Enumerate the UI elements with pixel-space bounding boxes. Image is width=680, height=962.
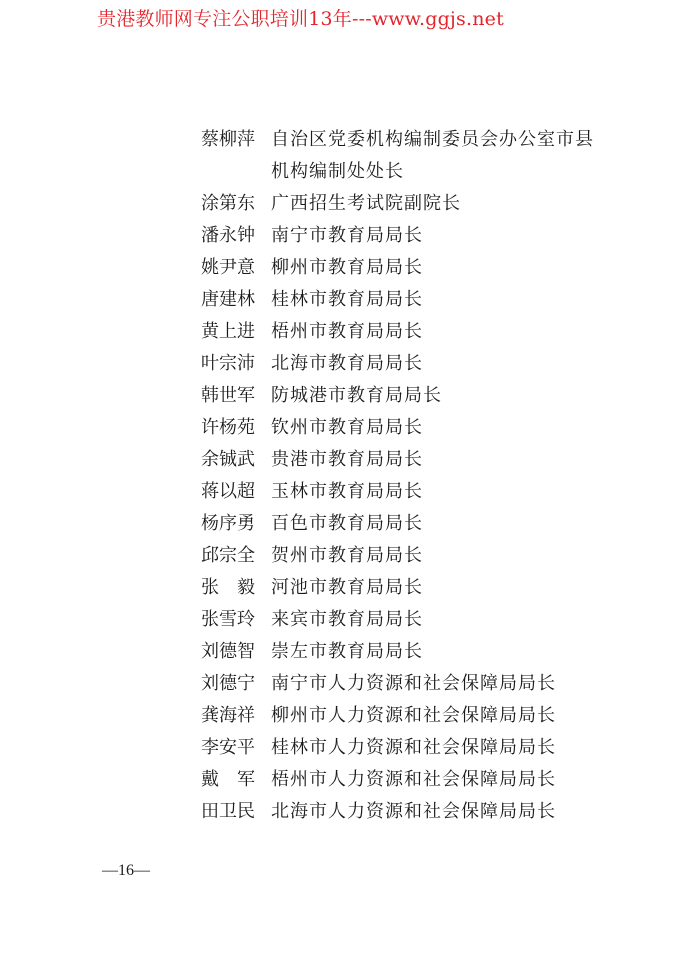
person-title: 钦州市教育局局长 [271, 417, 423, 438]
person-title: 贺州市教育局局长 [271, 545, 423, 566]
list-item [201, 444, 621, 476]
list-item [201, 476, 621, 508]
list-item [201, 188, 621, 220]
person-title: 崇左市教育局局长 [271, 641, 423, 662]
person-title: 玉林市教育局局长 [271, 481, 423, 502]
person-title-line-2: 机构编制处处长 [271, 161, 404, 182]
person-title: 防城港市教育局局长 [271, 385, 442, 406]
list-item [201, 540, 621, 572]
person-name: 韩世军 [201, 385, 255, 406]
list-item [201, 732, 621, 764]
person-title: 百色市教育局局长 [271, 513, 423, 534]
person-title: 南宁市教育局局长 [271, 225, 423, 246]
list-item [201, 380, 621, 412]
person-name: 张毅 [201, 577, 273, 598]
person-name: 戴军 [201, 769, 273, 790]
page-number: —16— [102, 862, 150, 879]
person-title-line-1: 自治区党委机构编制委员会办公室市县 [271, 129, 594, 150]
list-item [201, 508, 621, 540]
person-name: 涂第东 [201, 193, 255, 214]
list-item [201, 668, 621, 700]
person-name: 李安平 [201, 737, 255, 758]
list-item [201, 284, 621, 316]
personnel-list [201, 124, 621, 828]
person-title [271, 124, 621, 188]
person-title: 河池市教育局局长 [271, 577, 423, 598]
person-name: 黄上进 [201, 321, 255, 342]
person-title: 梧州市人力资源和社会保障局局长 [271, 769, 556, 790]
person-title: 桂林市教育局局长 [271, 289, 423, 310]
person-title: 梧州市教育局局长 [271, 321, 423, 342]
person-title: 南宁市人力资源和社会保障局局长 [271, 673, 556, 694]
list-item [201, 412, 621, 444]
watermark-text: 贵港教师网专注公职培训13年---www.ggjs.net [97, 8, 504, 30]
list-item [201, 220, 621, 252]
person-name: 唐建林 [201, 289, 255, 310]
person-name: 蒋以超 [201, 481, 255, 502]
list-item [201, 572, 621, 604]
list-item [201, 316, 621, 348]
person-title: 柳州市人力资源和社会保障局局长 [271, 705, 556, 726]
person-name: 姚尹意 [201, 257, 255, 278]
person-name: 龚海祥 [201, 705, 255, 726]
person-name: 余铖武 [201, 449, 255, 470]
person-name: 刘德宁 [201, 673, 255, 694]
person-name: 杨序勇 [201, 513, 255, 534]
person-name: 田卫民 [201, 801, 255, 822]
list-item [201, 604, 621, 636]
person-name: 叶宗沛 [201, 353, 255, 374]
list-item [201, 700, 621, 732]
person-name: 蔡柳萍 [201, 129, 255, 150]
person-name: 刘德智 [201, 641, 255, 662]
person-title: 来宾市教育局局长 [271, 609, 423, 630]
list-item [201, 252, 621, 284]
list-item [201, 796, 621, 828]
list-item [201, 636, 621, 668]
list-item [201, 348, 621, 380]
person-name: 张雪玲 [201, 609, 255, 630]
list-item [201, 124, 621, 188]
person-title: 北海市教育局局长 [271, 353, 423, 374]
person-title: 广西招生考试院副院长 [271, 193, 461, 214]
person-name: 许杨苑 [201, 417, 255, 438]
person-name: 邱宗全 [201, 545, 255, 566]
person-title: 北海市人力资源和社会保障局局长 [271, 801, 556, 822]
person-title: 桂林市人力资源和社会保障局局长 [271, 737, 556, 758]
person-name: 潘永钟 [201, 225, 255, 246]
person-title: 贵港市教育局局长 [271, 449, 423, 470]
list-item [201, 764, 621, 796]
person-title: 柳州市教育局局长 [271, 257, 423, 278]
